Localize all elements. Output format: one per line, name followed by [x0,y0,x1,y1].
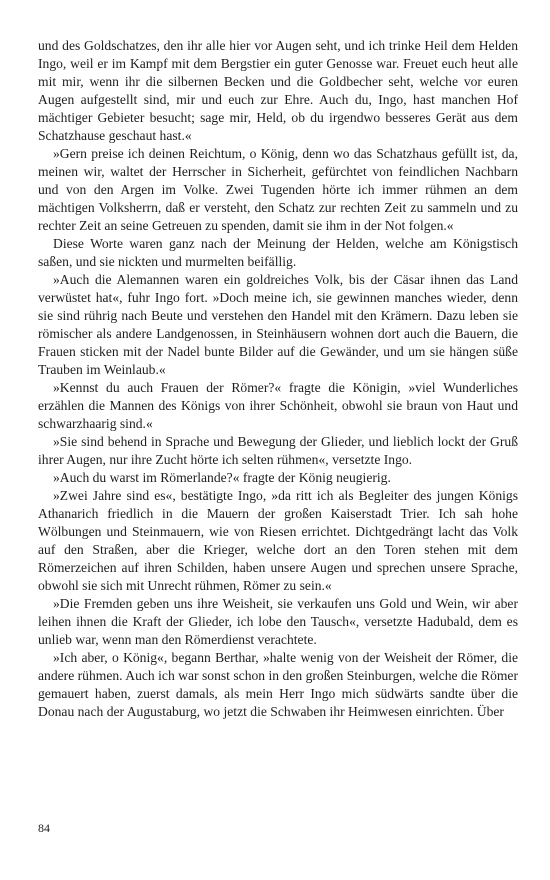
book-page-text [38,37,518,721]
paragraph: »Auch die Alemannen waren ein goldreiches Volk, bis der Cäsar ihnen das Land verwüstet hat«, fuhr Ingo fort. »Doch meine ich, sie gewinnen manches wieder, denn sie sind rührig nach Beute und verstehen den Handel mit den Krämern. Dazu leben sie römischer als andere Landgenossen, in Steinhäusern wohnen dort auch die Bauern, die Frauen sticken mit der Nadel bunte Bilder auf die Gewänder, und um sie hängen süße Trauben im Weinlaub.« [38,272,518,377]
paragraph: »Zwei Jahre sind es«, bestätigte Ingo, »da ritt ich als Begleiter des jungen Königs Athanarich friedlich in die Mauern der großen Kaiserstadt Trier. Ich sah hohe Wölbungen und Steinmauern, wie von Riesen errichtet. Dichtgedrängt lacht das Volk auf den Straßen, aber die Krieger, welche dort an den Toren stehen mit dem Römerzeichen auf ihren Schilden, haben unsere Augen und sprechen unsere Sprache, obwohl sie sich mit Unrecht rühmen, Römer zu sein.« [38,488,518,593]
paragraph: »Die Fremden geben uns ihre Weisheit, sie verkaufen uns Gold und Wein, wir aber leihen ihnen die Kraft der Glieder, ich lobe den Tausch«, versetzte Hadubald, dem es unlieb war, wenn man den Römerdienst verachtete. [38,596,518,647]
page-number: 84 [38,821,50,835]
paragraph: »Ich aber, o König«, begann Berthar, »halte wenig von der Weisheit der Römer, die andere rühmen. Auch ich war sonst schon in den großen Steinburgen, welche die Römer gemauert haben, zuerst damals, als mein Herr Ingo mich südwärts sandte über die Donau nach der Augustaburg, wo jetzt die Schwaben ihr Heimwesen einrichten. Über [38,650,518,719]
paragraph: Diese Worte waren ganz nach der Meinung der Helden, welche am Königstisch saßen, und sie nickten und murmelten beifällig. [38,236,518,269]
paragraph: »Auch du warst im Römerlande?« fragte der König neugierig. [53,470,391,485]
paragraph-continued: und des Goldschatzes, den ihr alle hier vor Augen seht, und ich trinke Heil dem Helden Ingo, weil er im Kampf mit dem Bergstier ein guter Genosse war. Freuet euch heut alle mit mir, wenn ihr die silbernen Becken und die Goldbecher seht, welche vor euren Augen aufgestellt sind, mir und euch zur Ehre. Auch du, Ingo, hast manchen Hof mächtiger Gebieter besucht; sage mir, Held, ob du irgendwo besseres Gerät aus dem Schatzhause geschaut hast.« [38,38,518,143]
paragraph: »Sie sind behend in Sprache und Bewegung der Glieder, und lieblich lockt der Gruß ihrer Augen, nur ihre Zucht hörte ich selten rühmen«, versetzte Ingo. [38,434,518,467]
paragraph: »Gern preise ich deinen Reichtum, o König, denn wo das Schatzhaus gefüllt ist, da, meinen wir, waltet der Herrscher in Sicherheit, gefürchtet von feindlichen Nachbarn und von den Argen im Volke. Zwei Tugenden hörte ich immer rühmen an dem mächtigen Volksherrn, daß er versteht, den Schatz zur rechten Zeit zu sammeln und zu rechter Zeit an seine Getreuen zu spenden, damit sie ihm in der Not folgen.« [38,146,518,233]
paragraph: »Kennst du auch Frauen der Römer?« fragte die Königin, »viel Wunderliches erzählen die Mannen des Königs von ihrer Schönheit, obwohl sie braun von Haut und schwarzhaarig sind.« [38,380,518,431]
